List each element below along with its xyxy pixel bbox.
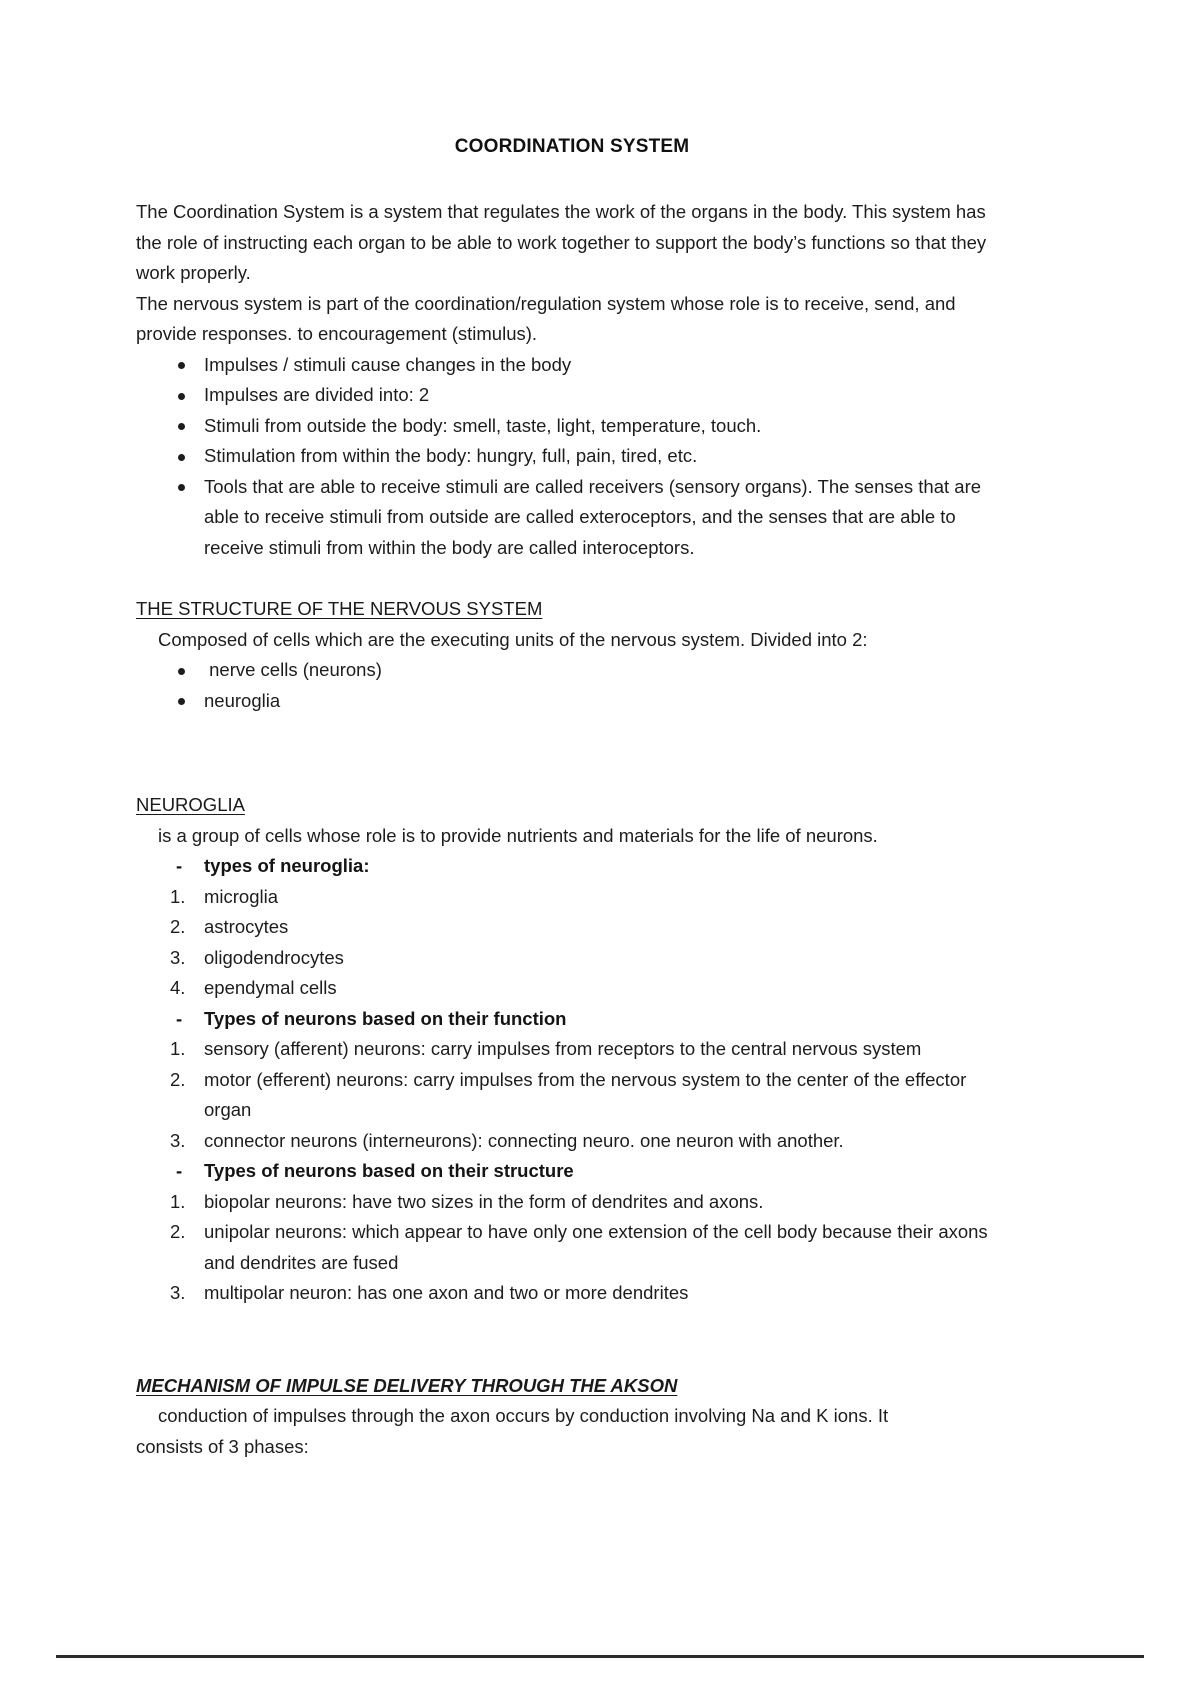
item-text: microglia (204, 885, 279, 907)
subheading-neurons-by-structure (136, 1156, 1008, 1187)
subheading-types-of-neuroglia (136, 851, 1008, 882)
section-heading-mechanism: MECHANISM OF IMPULSE DELIVERY THROUGH THE AKSON (136, 1374, 678, 1396)
item-text: multipolar neuron: has one axon and two or more dendrites (204, 1282, 689, 1303)
bullet-text: Tools that are able to receive stimuli are called receivers (sensory organs). The senses that are able to receive stimuli from outside are called exteroceptors, and the senses that are able to receive stimuli from within the body are called interoceptors. (204, 475, 982, 558)
list-item (136, 350, 1008, 381)
item-number: 3. (170, 1282, 186, 1303)
structure-bullet-list (136, 655, 1008, 716)
subheading-neurons-by-function (136, 1004, 1008, 1035)
bullet-text: Stimuli from outside the body: smell, taste, light, temperature, touch. (204, 414, 762, 436)
item-number: 2. (170, 1221, 186, 1242)
page-title: COORDINATION SYSTEM (454, 136, 690, 157)
item-text: unipolar neurons: which appear to have only one extension of the cell body because their axons and dendrites are fused (204, 1221, 988, 1273)
item-text: astrocytes (204, 916, 289, 937)
list-item (136, 1217, 1008, 1278)
item-number: 2. (170, 1068, 186, 1090)
item-number: 2. (170, 916, 186, 937)
list-item (136, 380, 1008, 411)
item-text: oligodendrocytes (204, 946, 344, 968)
item-number: 1. (170, 885, 186, 907)
bullet-text: Impulses are divided into: 2 (204, 384, 430, 405)
list-item (136, 1278, 1008, 1309)
list-item (136, 1065, 1008, 1126)
list-item (136, 441, 1008, 472)
page-bottom-divider (56, 1655, 1144, 1658)
intro-paragraph-2: The nervous system is part of the coordination/regulation system whose role is to receive, send, and provide responses. to encouragement (stimulus). (136, 292, 956, 344)
list-item (136, 655, 1008, 686)
list-item (136, 1126, 1008, 1157)
item-text: ependymal cells (204, 977, 337, 998)
neuroglia-lead-text: is a group of cells whose role is to provide nutrients and materials for the life of neurons. (158, 824, 878, 846)
spacer (136, 1309, 1008, 1371)
intro-paragraph-1: The Coordination System is a system that regulates the work of the organs in the body. This system has the role of instructing each organ to be able to work together to support the body’s functions so that they work properly. (136, 201, 987, 283)
item-number: 3. (170, 946, 186, 968)
bullet-text: Impulses / stimuli cause changes in the body (204, 353, 572, 375)
item-text: sensory (afferent) neurons: carry impulses from receptors to the central nervous system (204, 1038, 922, 1059)
mechanism-body-line-2: consists of 3 phases: (136, 1435, 309, 1457)
list-item (136, 943, 1008, 974)
intro-bullet-list (136, 350, 1008, 564)
dash-marker: - (176, 855, 183, 876)
list-item (136, 1034, 1008, 1065)
subheading-text: types of neuroglia: (204, 855, 370, 876)
item-text: motor (efferent) neurons: carry impulses from the nervous system to the center of the effector organ (204, 1068, 967, 1120)
document-body (136, 0, 1008, 1462)
list-item (136, 973, 1008, 1004)
bullet-text: nerve cells (neurons) (204, 659, 382, 680)
section-heading-structure: THE STRUCTURE OF THE NERVOUS SYSTEM (136, 598, 543, 619)
bullet-text: neuroglia (204, 689, 281, 711)
list-item (136, 1187, 1008, 1218)
spacer (136, 563, 1008, 594)
list-item (136, 882, 1008, 913)
subheading-text: Types of neurons based on their structure (204, 1160, 574, 1181)
mechanism-text-1: conduction of impulses through the axon occurs by conduction involving Na and K ions. It (158, 1405, 889, 1426)
spacer (136, 158, 1008, 197)
item-text: connector neurons (interneurons): connecting neuro. one neuron with another. (204, 1129, 844, 1151)
dash-marker: - (176, 1007, 183, 1029)
item-number: 1. (170, 1190, 186, 1212)
item-text: biopolar neurons: have two sizes in the form of dendrites and axons. (204, 1190, 764, 1212)
list-item (136, 912, 1008, 943)
list-item (136, 411, 1008, 442)
dash-marker: - (176, 1160, 183, 1181)
structure-lead-text: Composed of cells which are the executing units of the nervous system. Divided into 2: (158, 628, 868, 650)
item-number: 4. (170, 977, 186, 998)
list-item (136, 472, 1008, 564)
bullet-text: Stimulation from within the body: hungry, full, pain, tired, etc. (204, 445, 698, 466)
list-item (136, 686, 1008, 717)
subheading-text: Types of neurons based on their function (204, 1007, 567, 1029)
mechanism-body-line-1 (136, 1401, 1008, 1432)
neuroglia-list (136, 851, 1008, 1309)
item-number: 1. (170, 1038, 186, 1059)
spacer (136, 716, 1008, 790)
item-number: 3. (170, 1129, 186, 1151)
section-heading-neuroglia: NEUROGLIA (136, 794, 245, 815)
